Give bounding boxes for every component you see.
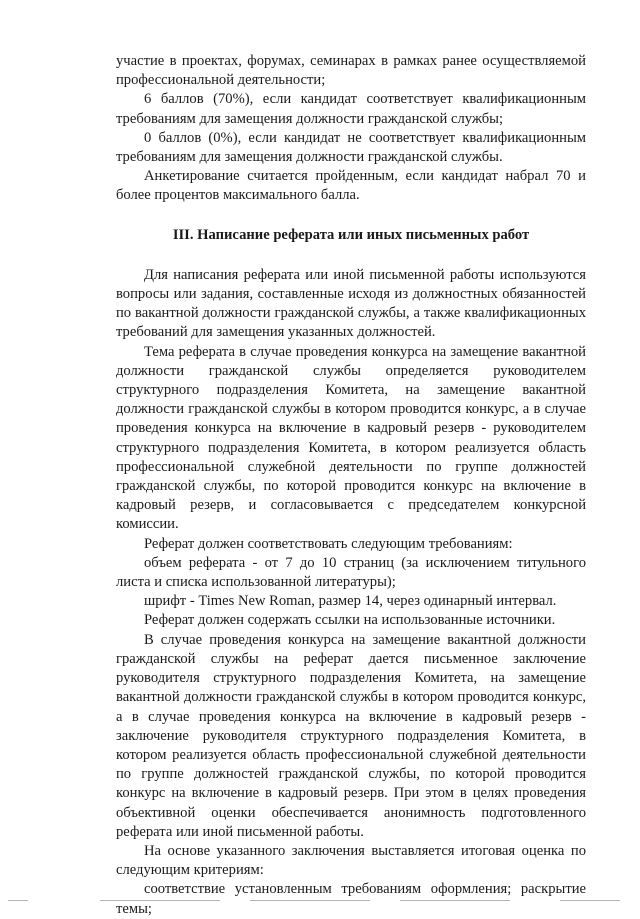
paragraph-participation: участие в проектах, форумах, семинарах в рамках ранее осуществляемой профессиональной деятельности;	[116, 53, 586, 89]
paragraph-font: шрифт - Times New Roman, размер 14, через одинарный интервал.	[144, 593, 557, 610]
section-heading: III. Написание реферата или иных письменных работ	[172, 226, 530, 243]
paragraph-conclusion: В случае проведения конкурса на замещение вакантной должности гражданской службы на реферат дается письменное заключение руководителя структурного подразделения Комитета, на замещение вакантной должности гражданской службы в котором проводится конкурс, а в случае проведения конкурса на включение в кадровый резерв - заключение руководителя структурного подразделения Комитета, в котором реализуется область профессиональной служебной деятельности по группе должностей гражданской службы, по которой проводится конкурс на включение в кадровый резерв. При этом в целях проведения объективной оценки обеспечивается анонимность подготовленного реферата или иной письменной работы.	[116, 631, 586, 840]
scan-artifact-line-2	[100, 900, 220, 901]
paragraph-essay-questions: Для написания реферата или иной письменной работы используются вопросы или задания, составленные исходя из должностных обязанностей по вакантной должности гражданской службы, а также квалификационных требований для замещения указанных должностей.	[116, 266, 586, 341]
paragraph-requirements-intro: Реферат должен соответствовать следующим требованиям:	[144, 535, 513, 552]
scan-artifact-line-4	[400, 900, 510, 901]
scan-artifact-line-1	[8, 900, 28, 901]
scan-artifact-line-3	[250, 900, 370, 901]
paragraph-volume: объем реферата - от 7 до 10 страниц (за исключением титульного листа и списка использованной литературы);	[116, 554, 586, 591]
paragraph-references: Реферат должен содержать ссылки на использованные источники.	[144, 612, 556, 629]
paragraph-final-grade: На основе указанного заключения выставляется итоговая оценка по следующим критериям:	[116, 842, 586, 879]
paragraph-zero-points: 0 баллов (0%), если кандидат не соответствует квалификационным требованиям для замещения должности гражданской службы.	[116, 129, 586, 166]
document-page	[116, 52, 586, 919]
scan-artifact-line-5	[560, 900, 620, 901]
paragraph-survey-passed: Анкетирование считается пройденным, если кандидат набрал 70 и более процентов максимального балла.	[116, 168, 586, 204]
paragraph-criteria: соответствие установленным требованиям оформления; раскрытие темы;	[116, 881, 586, 917]
paragraph-six-points: 6 баллов (70%), если кандидат соответствует квалификационным требованиям для замещения должности гражданской службы;	[116, 91, 586, 127]
paragraph-essay-topic: Тема реферата в случае проведения конкурса на замещение вакантной должности гражданской службы определяется руководителем структурного подразделения Комитета, на замещение вакантной должности гражданской службы в котором проводится конкурс, а в случае проведения конкурса на включение в кадровый резерв - руководителем структурного подразделения Комитета, в котором реализуется область профессиональной служебной деятельности по группе должностей гражданской службы, по которой проводится конкурс на включение в кадровый резерв, и согласовывается с председателем конкурсной комиссии.	[116, 343, 586, 533]
